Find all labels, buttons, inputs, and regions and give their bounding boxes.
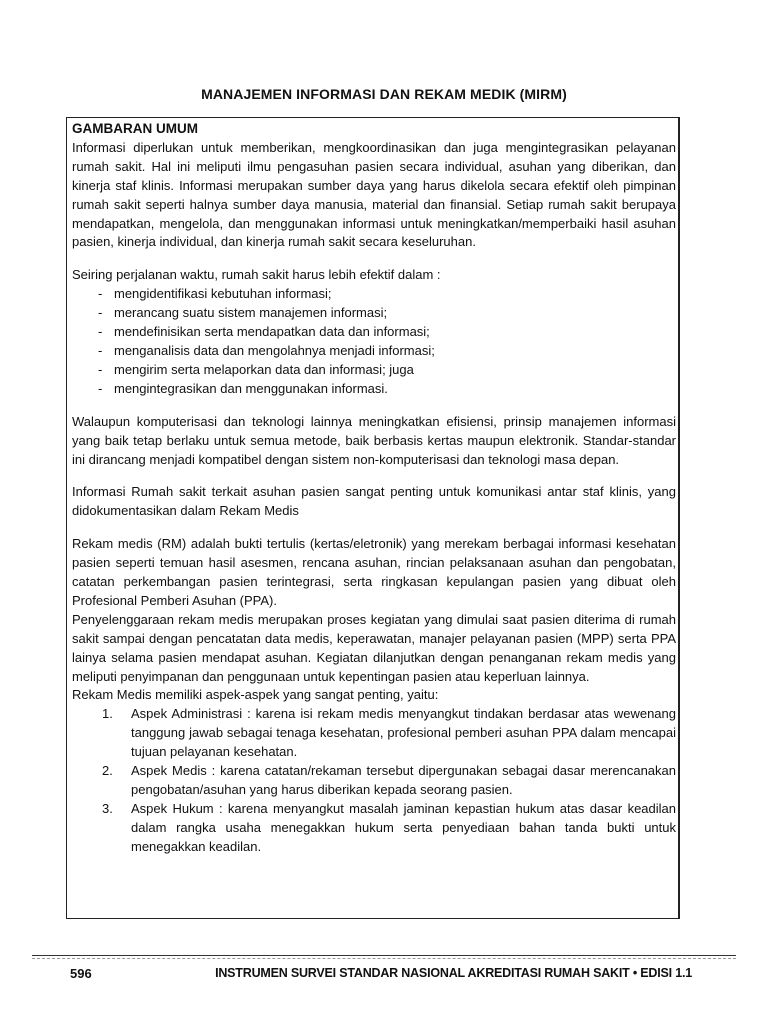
aspect-item bbox=[102, 705, 676, 762]
aspect-text: Aspek Medis : karena catatan/rekaman tersebut dipergunakan sebagai dasar merencanakan pengobatan/asuhan yang harus diberikan kepada seorang pasien. bbox=[131, 763, 676, 797]
list-item: - mendefinisikan serta mendapatkan data dan informasi; bbox=[98, 323, 676, 342]
aspect-item bbox=[102, 762, 676, 800]
paragraph-medical-record-process: Penyelenggaraan rekam medis merupakan proses kegiatan yang dimulai saat pasien diterima di rumah sakit sampai dengan pencatatan data medis, keperawatan, manajer pelayanan pasien (MPP) serta PPA lainya selama pasien mendapat asuhan. Kegiatan dilanjutkan dengan penanganan rekam medis yang meliputi penyimpanan dan penggunaan untuk kepentingan pasien atau keperluan lainnya. bbox=[72, 611, 676, 684]
aspect-text: Aspek Hukum : karena menyangkut masalah jaminan kepastian hukum atas dasar keadilan dalam rangka usaha menegakkan hukum serta penyediaan bahan tanda bukti untuk menegakkan keadilan. bbox=[131, 800, 676, 854]
aspect-number: 1. bbox=[102, 706, 113, 722]
footer-divider bbox=[32, 955, 736, 956]
list-item: - menganalisis data dan mengolahnya menjadi informasi; bbox=[98, 342, 676, 361]
effectiveness-list bbox=[72, 285, 676, 398]
list-item: - merancang suatu sistem manajemen informasi; bbox=[98, 304, 676, 323]
document-title: MANAJEMEN INFORMASI DAN REKAM MEDIK (MIRM) bbox=[201, 86, 567, 102]
paragraph-computerization: Walaupun komputerisasi dan teknologi lainnya meningkatkan efisiensi, prinsip manajemen informasi yang baik tetap berlaku untuk semua metode, baik berbasis kertas maupun elektronik. Standar-standar ini dirancang menjadi kompatibel dengan sistem non-komputerisasi dan teknologi masa depan. bbox=[72, 413, 676, 467]
list-item: - mengidentifikasi kebutuhan informasi; bbox=[98, 285, 676, 304]
footer-divider-secondary bbox=[32, 958, 736, 959]
aspect-number: 2. bbox=[102, 763, 113, 779]
aspect-item bbox=[102, 800, 676, 857]
list-item: - mengintegrasikan dan menggunakan informasi. bbox=[98, 380, 676, 399]
footer-title: INSTRUMEN SURVEI STANDAR NASIONAL AKREDITASI RUMAH SAKIT • EDISI 1.1 bbox=[215, 966, 692, 980]
aspects-list bbox=[72, 705, 676, 856]
list-item: - mengirim serta melaporkan data dan informasi; juga bbox=[98, 361, 676, 380]
paragraph-medical-record-definition: Rekam medis (RM) adalah bukti tertulis (kertas/eletronik) yang merekam berbagai informasi kesehatan pasien seperti temuan hasil asesmen, rencana asuhan, rincian pelaksanaan asuhan dan pengobatan, catatan perkembangan pasien terintegrasi, serta ringkasan kepulangan pasien yang dibuat oleh Profesional Pemberi Asuhan (PPA). bbox=[72, 536, 676, 608]
aspect-number: 3. bbox=[102, 800, 113, 816]
page-number: 596 bbox=[70, 966, 92, 981]
paragraph-effectiveness-intro: Seiring perjalanan waktu, rumah sakit harus lebih efektif dalam : bbox=[72, 267, 441, 283]
paragraph-aspects-intro: Rekam Medis memiliki aspek-aspek yang sangat penting, yaitu: bbox=[72, 687, 439, 703]
paragraph-clinical-info: Informasi Rumah sakit terkait asuhan pasien sangat penting untuk komunikasi antar staf klinis, yang didokumentasikan dalam Rekam Medis bbox=[72, 484, 676, 519]
section-heading: GAMBARAN UMUM bbox=[72, 121, 198, 136]
paragraph-overview: Informasi diperlukan untuk memberikan, mengkoordinasikan dan juga mengintegrasikan pelayanan rumah sakit. Hal ini meliputi ilmu pengasuhan pasien secara individual, asuhan yang diberikan, dan kinerja staf klinis. Informasi merupakan sumber daya yang harus dikelola secara efektif oleh pimpinan rumah sakit seperti halnya sumber daya manusia, material dan finansial. Setiap rumah sakit berupaya mendapatkan, mengelola, dan menggunakan informasi untuk meningkatkan/memperbaiki hasil asuhan pasien, kinerja individual, dan kinerja rumah sakit secara keseluruhan. bbox=[72, 139, 676, 250]
aspect-text: Aspek Administrasi : karena isi rekam medis menyangkut tindakan berdasar atas wewenang tanggung jawab sebagai tenaga kesehatan, profesional pemberi asuhan PPA dalam mencapai tujuan pelayanan kesehatan. bbox=[131, 706, 676, 760]
section-content bbox=[72, 120, 676, 857]
